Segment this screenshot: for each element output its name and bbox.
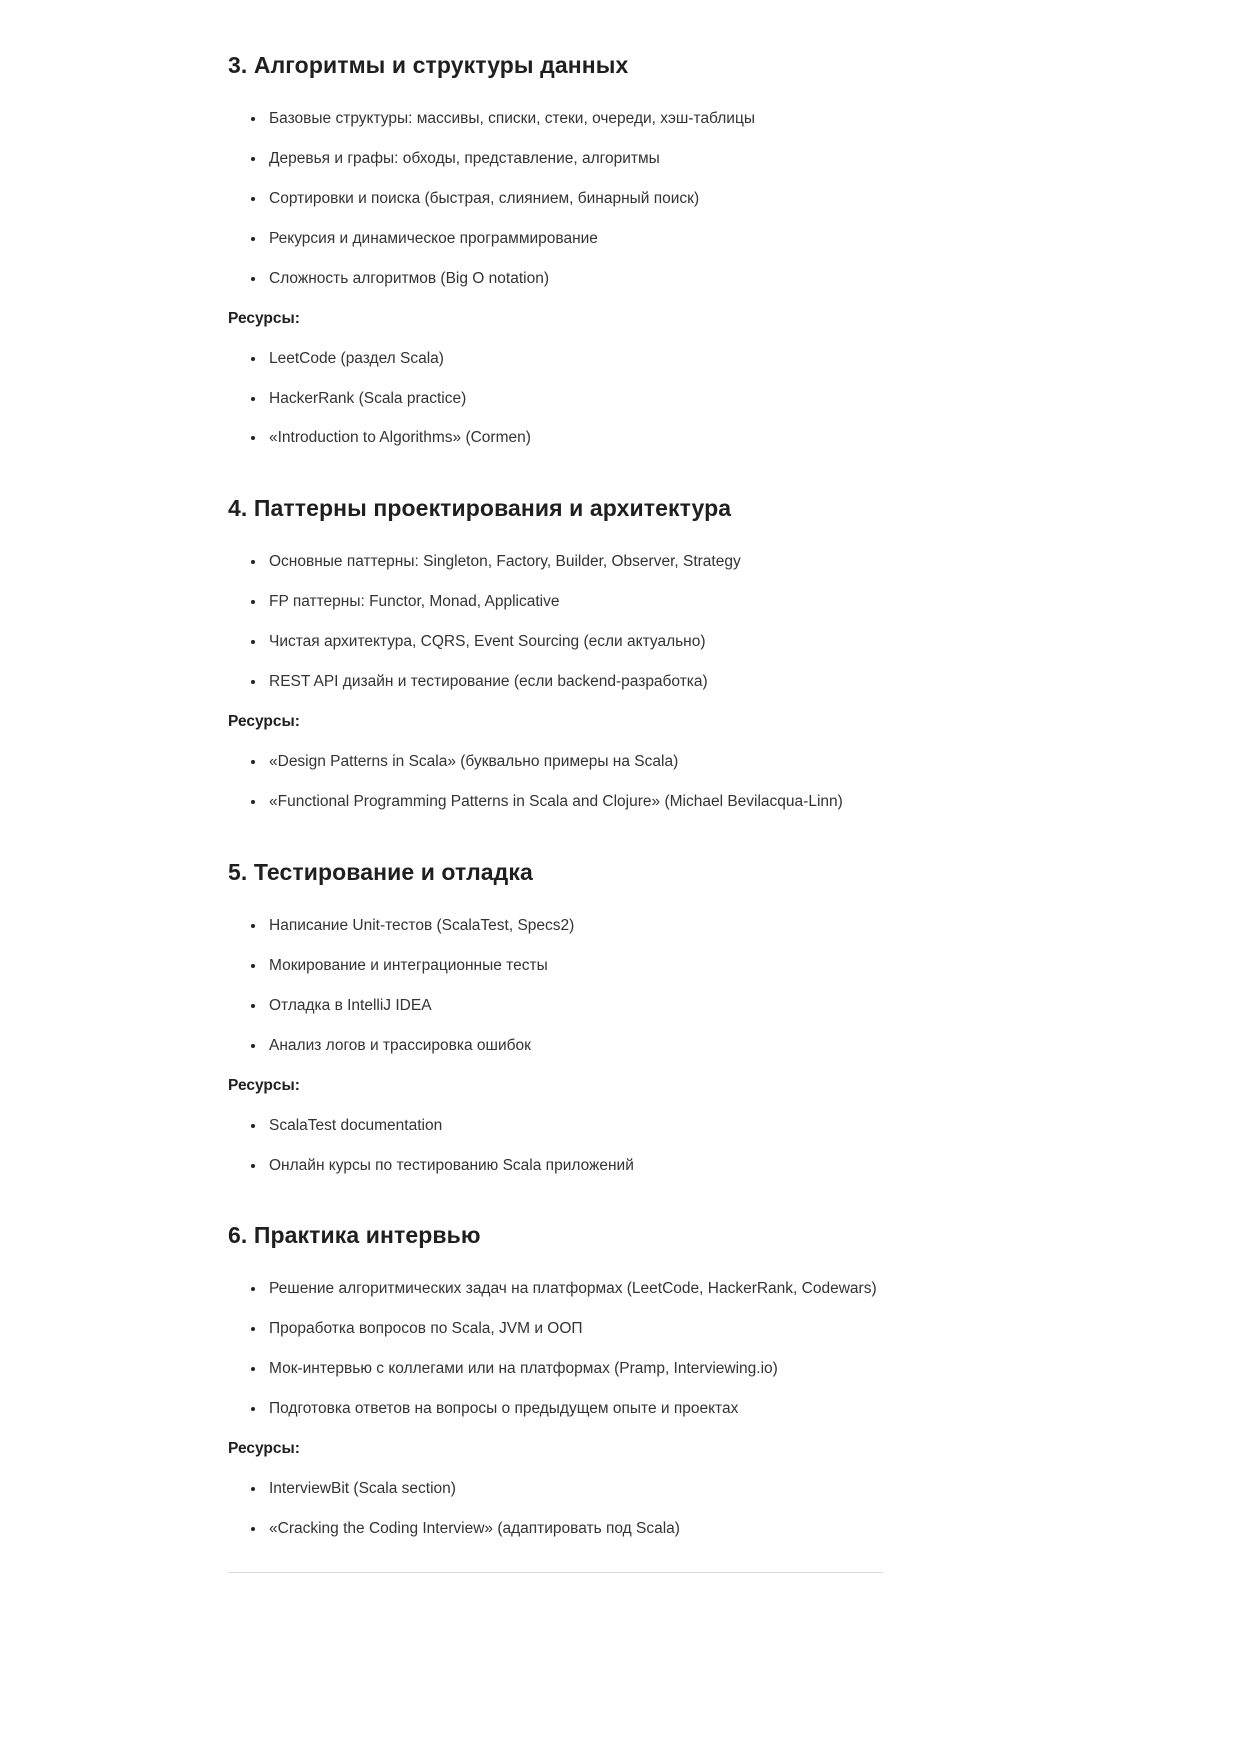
- resource-item: • «Introduction to Algorithms» (Cormen): [266, 428, 883, 449]
- resources-label: Ресурсы:: [228, 1076, 300, 1094]
- list-item: • Отладка в IntelliJ IDEA: [266, 996, 883, 1017]
- list-item: • Подготовка ответов на вопросы о предыдущем опыте и проектах: [266, 1399, 883, 1420]
- list-item: • FP паттерны: Functor, Monad, Applicative: [266, 592, 883, 613]
- resource-item: • «Design Patterns in Scala» (буквально примеры на Scala): [266, 752, 883, 773]
- list-item: • Сортировки и поиска (быстрая, слиянием, бинарный поиск): [266, 189, 883, 210]
- list-item: • Базовые структуры: массивы, списки, стеки, очереди, хэш-таблицы: [266, 109, 883, 130]
- section-testing: [228, 859, 883, 1177]
- section-title: 4. Паттерны проектирования и архитектура: [228, 495, 732, 522]
- resources-list: [228, 1116, 883, 1177]
- section-bullet-list: [228, 1279, 883, 1420]
- list-item: • Чистая архитектура, CQRS, Event Sourcing (если актуально): [266, 632, 883, 653]
- section-bullet-list: [228, 552, 883, 693]
- resources-list: [228, 1479, 883, 1540]
- section-design-patterns: [228, 495, 883, 813]
- section-title: 3. Алгоритмы и структуры данных: [228, 52, 629, 78]
- resource-item: • HackerRank (Scala practice): [266, 389, 883, 410]
- document-content: [228, 0, 883, 1613]
- resources-label: Ресурсы:: [228, 309, 300, 327]
- list-item: • Проработка вопросов по Scala, JVM и ООП: [266, 1319, 883, 1340]
- list-item: • Деревья и графы: обходы, представление, алгоритмы: [266, 149, 883, 170]
- list-item: • Мокирование и интеграционные тесты: [266, 956, 883, 977]
- resource-item: • InterviewBit (Scala section): [266, 1479, 883, 1500]
- resource-item: • «Functional Programming Patterns in Scala and Clojure» (Michael Bevilacqua-Linn): [266, 792, 883, 813]
- resources-label: Ресурсы:: [228, 1440, 300, 1458]
- list-item: • Мок-интервью с коллегами или на платформах (Pramp, Interviewing.io): [266, 1359, 883, 1380]
- section-title: 5. Тестирование и отладка: [228, 858, 533, 885]
- resource-item: • «Cracking the Coding Interview» (адаптировать под Scala): [266, 1519, 883, 1540]
- list-item: • Решение алгоритмических задач на платформах (LeetCode, HackerRank, Codewars): [266, 1279, 883, 1300]
- section-bullet-list: [228, 109, 883, 290]
- resource-item: • Онлайн курсы по тестированию Scala приложений: [266, 1156, 883, 1177]
- resource-item: • LeetCode (раздел Scala): [266, 349, 883, 370]
- resources-list: [228, 752, 883, 813]
- list-item: • Рекурсия и динамическое программирование: [266, 229, 883, 250]
- list-item: • Сложность алгоритмов (Big O notation): [266, 269, 883, 290]
- list-item: • Основные паттерны: Singleton, Factory, Builder, Observer, Strategy: [266, 552, 883, 573]
- list-item: • Написание Unit-тестов (ScalaTest, Specs2): [266, 916, 883, 937]
- section-title: 6. Практика интервью: [228, 1222, 481, 1249]
- section-algorithms: [228, 52, 883, 449]
- resources-list: [228, 349, 883, 450]
- list-item: • Анализ логов и трассировка ошибок: [266, 1036, 883, 1057]
- resource-item: • ScalaTest documentation: [266, 1116, 883, 1137]
- resources-label: Ресурсы:: [228, 713, 300, 731]
- section-interview-practice: [228, 1222, 883, 1540]
- divider: [228, 1572, 883, 1573]
- list-item: • REST API дизайн и тестирование (если backend-разработка): [266, 672, 883, 693]
- section-bullet-list: [228, 916, 883, 1057]
